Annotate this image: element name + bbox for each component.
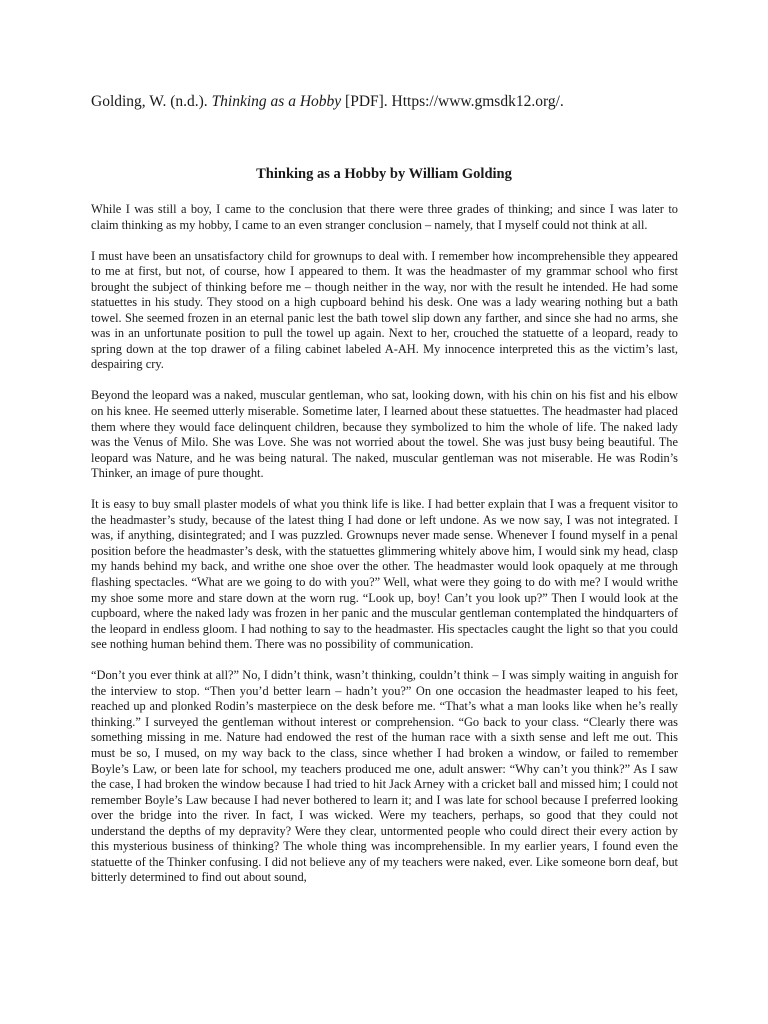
citation <box>91 92 691 112</box>
paragraph: While I was still a boy, I came to the conclusion that there were three grades of thinking; and since I was later to claim thinking as my hobby, I came to an even stranger conclusion – namely, that I myself could not think at all. <box>91 202 678 232</box>
paragraph: It is easy to buy small plaster models of what you think life is like. I had better explain that I was a frequent visitor to the headmaster’s study, because of the latest thing I had done or left undone. As we now say, I was not integrated. I was, if anything, disintegrated; and I was puzzled. Grownups never made sense. Whenever I found myself in a penal position before the headmaster’s desk, with the statuettes glimmering whitely above him, I would sink my head, clasp my hands behind my back, and writhe one shoe over the other. The headmaster would look opaquely at me through flashing spectacles. “What are we going to do with you?” Well, what were they going to do with me? I would writhe my shoe some more and stare down at the worn rug. “Look up, boy! Can’t you look up?” Then I would look at the cupboard, where the naked lady was frozen in her panic and the muscular gentleman contemplated the hindquarters of the leopard in endless gloom. I had nothing to say to the headmaster. His spectacles caught the light so that you could see nothing human behind them. There was no possibility of communication. <box>91 497 678 652</box>
body-text <box>91 202 678 901</box>
paragraph: I must have been an unsatisfactory child for grownups to deal with. I remember how incomprehensible they appeared to me at first, but not, of course, how I appeared to them. It was the headmaster of my grammar school who first brought the subject of thinking before me – though neither in the way, nor with the result he intended. He had some statuettes in his study. They stood on a high cupboard behind his desk. One was a lady wearing nothing but a bath towel. She seemed frozen in an eternal panic lest the bath towel slip down any farther, and since she had no arms, she was in an unfortunate position to pull the towel up again. Next to her, crouched the statuette of a leopard, ready to spring down at the top drawer of a filing cabinet labeled A-AH. My innocence interpreted this as the victim’s last, despairing cry. <box>91 248 678 372</box>
document-title: Thinking as a Hobby by William Golding <box>256 166 512 182</box>
paragraph: “Don’t you ever think at all?” No, I didn’t think, wasn’t thinking, couldn’t think – I was simply waiting in anguish for the interview to stop. “Then you’d better learn – hadn’t you?” On one occasion the headmaster leaped to his feet, reached up and plonked Rodin’s masterpiece on the desk before me. “That’s what a man looks like when he’s really thinking.” I surveyed the gentleman without interest or comprehension. “Go back to your class. “Clearly there was something missing in me. Nature had endowed the rest of the human race with a sixth sense and left me out. This must be so, I mused, on my way back to the class, since whether I had broken a window, or failed to remember Boyle’s Law, or been late for school, my teachers produced me one, adult answer: “Why can’t you think?” As I saw the case, I had broken the window because I had tried to hit Jack Arney with a cricket ball and missed him; I could not remember Boyle’s Law because I had never bothered to learn it; and I was late for school because I preferred looking over the bridge into the river. In fact, I was wicked. Were my teachers, perhaps, so good that they could not understand the depths of my depravity? Were they clear, untormented people who could direct their every action by this mysterious business of thinking? The whole thing was incomprehensible. In my earlier years, I found even the statuette of the Thinker confusing. I did not believe any of my teachers were naked, ever. Like someone born deaf, but bitterly determined to find out about sound, <box>91 668 678 885</box>
citation-author: Golding, W. (n.d.). <box>91 93 212 110</box>
paragraph: Beyond the leopard was a naked, muscular gentleman, who sat, looking down, with his chin on his fist and his elbow on his knee. He seemed utterly miserable. Sometime later, I learned about these statuettes. The headmaster had placed them where they would face delinquent children, because they symbolized to him the whole of life. The naked lady was the Venus of Milo. She was Love. She was not worried about the towel. She was just busy being beautiful. The leopard was Nature, and he was being natural. The naked, muscular gentleman was not miserable. He was Rodin’s Thinker, an image of pure thought. <box>91 388 678 481</box>
citation-source: [PDF]. Https://www.gmsdk12.org/. <box>341 93 564 110</box>
citation-work-title: Thinking as a Hobby <box>211 93 342 110</box>
